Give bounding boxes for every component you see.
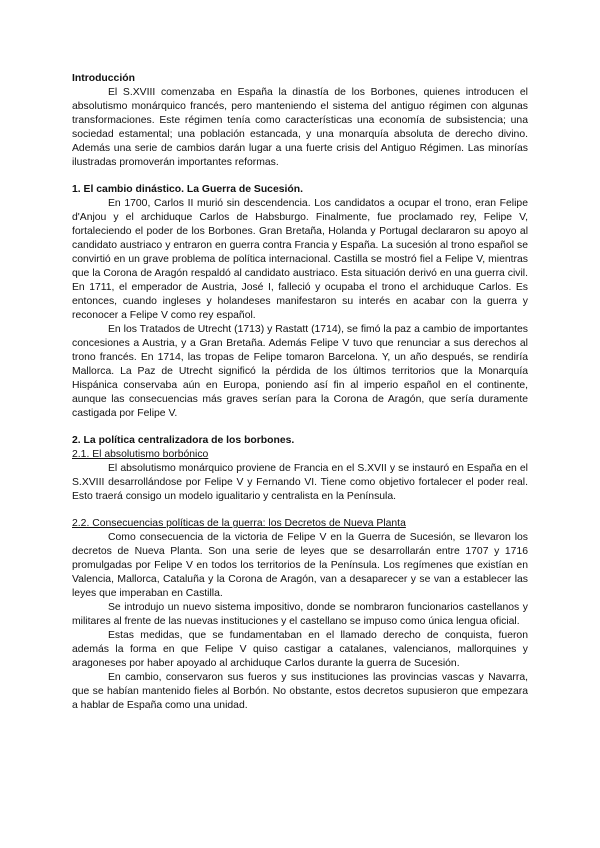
section1-paragraph-2: En los Tratados de Utrecht (1713) y Rastatt (1714), se fimó la paz a cambio de importantes concesiones a Austria, y a Gran Bretaña. Además Felipe V tuvo que renunciar a sus derechos al trono francés. En 1714, las tropas de Felipe tomaron Barcelona. Y, un año después, se rendiría Mallorca. La Paz de Utrecht significó la pérdida de los últimos territorios que la Monarquía Hispánica conservaba aún en Europa, poniendo así fin al imperio español en el continente, aunque las consecuencias más graves serían para la Corona de Aragón, que sería duramente castigada por Felipe V. — [72, 324, 528, 419]
subsection-2-2-paragraph-3: Estas medidas, que se fundamentaban en el llamado derecho de conquista, fueron además la forma en que Felipe V quiso castigar a catalanes, valencianos, mallorquines y aragoneses por haber apoyado al archiduque Carlos durante la guerra de Sucesión. — [72, 630, 528, 669]
subsection-2-1-heading: 2.1. El absolutismo borbónico — [72, 449, 209, 460]
section2-heading: 2. La política centralizadora de los borbones. — [72, 435, 295, 446]
spacer — [72, 421, 528, 434]
section1-heading: 1. El cambio dinástico. La Guerra de Sucesión. — [72, 184, 303, 195]
spacer — [72, 504, 528, 517]
subsection-2-2-heading: 2.2. Consecuencias políticas de la guerra: los Decretos de Nueva Planta — [72, 518, 406, 529]
subsection-2-2-paragraph-4: En cambio, conservaron sus fueros y sus instituciones las provincias vascas y Navarra, que se habían mantenido fieles al Borbón. No obstante, estos decretos supusieron que empezara a hablar de España como una unidad. — [72, 672, 528, 711]
subsection-2-2-paragraph-2: Se introdujo un nuevo sistema impositivo, donde se nombraron funcionarios castellanos y militares al frente de las nuevas instituciones y el castellano se impuso como única lengua oficial. — [72, 602, 528, 627]
section1-paragraph-1: En 1700, Carlos II murió sin descendencia. Los candidatos a ocupar el trono, eran Felipe d'Anjou y el archiduque Carlos de Habsburgo. Finalmente, fue proclamado rey, Felipe V, fortaleciendo el poder de los Borbones. Gran Bretaña, Holanda y Portugal declararon su apoyo al candidato austriaco y entraron en guerra contra Francia y España. La sucesión al trono español se convirtió en un grave problema de política internacional. Castilla se mostró fiel a Felipe V, mientras que la Corona de Aragón respaldó al candidato austriaco. Esta situación derivó en una guerra civil. En 1711, el emperador de Austria, José I, falleció y ocupaba el trono el archiduque Carlos. Es entonces, cuando ingleses y holandeses manifestaron su interés en acabar con la guerra y reconocer a Felipe V como rey español. — [72, 198, 528, 321]
subsection-2-2-paragraph-1: Como consecuencia de la victoria de Felipe V en la Guerra de Sucesión, se llevaron los decretos de Nueva Planta. Son una serie de leyes que se desarrollarán entre 1707 y 1716 promulgadas por Felipe V en todos los territorios de la Península. Los regímenes que existían en Valencia, Mallorca, Cataluña y la Corona de Aragón, van a desaparecer y se van a establecer las leyes que imperaban en Castilla. — [72, 532, 528, 599]
intro-paragraph: El S.XVIII comenzaba en España la dinastía de los Borbones, quienes introducen el absolutismo monárquico francés, pero manteniendo el sistema del antiguo régimen con algunas transformaciones. Este régimen tenía como características una economía de subsistencia; una sociedad estamental; una población estancada, y una monarquía absoluta de derecho divino. Además una serie de cambios darán lugar a una fuerte crisis del Antiguo Régimen. Las minorías ilustradas promoverán importantes reformas. — [72, 87, 528, 168]
intro-heading: Introducción — [72, 73, 135, 84]
spacer — [72, 170, 528, 183]
subsection-2-1-paragraph: El absolutismo monárquico proviene de Francia en el S.XVII y se instauró en España en el S.XVIII desarrollándose por Felipe V y Fernando VI. Tiene como objetivo fortalecer el poder real. Esto traerá consigo un modelo igualitario y centralista en la Península. — [72, 463, 528, 502]
